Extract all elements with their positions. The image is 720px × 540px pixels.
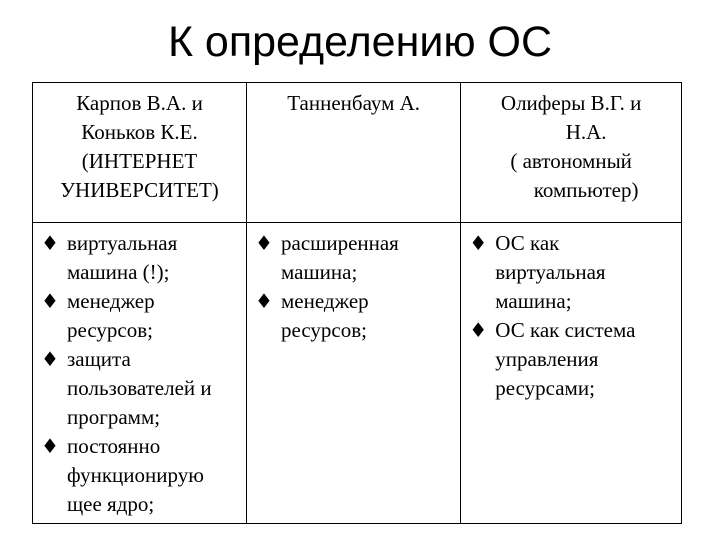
header-line: УНИВЕРСИТЕТ)	[60, 178, 219, 202]
diamond-bullet-icon: ♦	[255, 231, 273, 255]
item-line: виртуальная	[495, 260, 606, 284]
list-item	[41, 287, 246, 345]
diamond-bullet-icon: ♦	[255, 289, 273, 313]
header-line: Карпов В.А. и	[76, 91, 203, 115]
page-title: К определению ОС	[167, 18, 553, 66]
diamond-bullet-icon: ♦	[469, 231, 488, 255]
item-line: машина;	[281, 260, 358, 284]
item-line: пользователей и	[67, 376, 212, 400]
item-line: машина;	[495, 289, 572, 313]
item-line: функционирую	[67, 463, 204, 487]
comparison-table	[32, 82, 682, 524]
item-line: постоянно	[67, 434, 161, 458]
header-line: (ИНТЕРНЕТ	[81, 149, 198, 173]
item-line: ресурсов;	[281, 318, 367, 342]
header-line: компьютер)	[533, 178, 639, 202]
header-cell-tanenbaum	[247, 83, 461, 223]
item-line: ОС как	[495, 231, 560, 255]
bullet-list	[461, 229, 681, 403]
list-item	[469, 316, 681, 403]
diamond-bullet-icon: ♦	[469, 318, 488, 342]
item-line: ресурсами;	[495, 376, 595, 400]
item-line: менеджер	[281, 289, 369, 313]
list-item	[255, 287, 460, 345]
item-line: защита	[67, 347, 131, 371]
item-line: щее ядро;	[67, 492, 155, 516]
diamond-bullet-icon: ♦	[41, 231, 59, 255]
content-cell-olifer	[461, 223, 682, 524]
item-line: виртуальная	[67, 231, 178, 255]
list-item	[469, 229, 681, 316]
item-line: ресурсов;	[67, 318, 153, 342]
header-line: Н.А.	[565, 120, 607, 144]
header-cell-karpov	[33, 83, 247, 223]
list-item	[41, 432, 246, 519]
header-line: Олиферы В.Г. и	[500, 91, 642, 115]
item-line: ОС как система	[495, 318, 636, 342]
list-item	[255, 229, 460, 287]
item-line: менеджер	[67, 289, 155, 313]
header-row	[33, 83, 682, 223]
diamond-bullet-icon: ♦	[41, 347, 59, 371]
bullet-list	[247, 229, 460, 345]
diamond-bullet-icon: ♦	[41, 289, 59, 313]
item-line: программ;	[67, 405, 161, 429]
header-line: ( автономный	[510, 149, 632, 173]
content-cell-karpov	[33, 223, 247, 524]
item-line: расширенная	[281, 231, 399, 255]
list-item	[41, 229, 246, 287]
item-line: машина (!);	[67, 260, 170, 284]
bullet-list	[33, 229, 246, 519]
content-row	[33, 223, 682, 524]
list-item	[41, 345, 246, 432]
content-cell-tanenbaum	[247, 223, 461, 524]
header-line: Танненбаум А.	[287, 91, 421, 115]
header-cell-olifer	[461, 83, 682, 223]
header-line: Коньков К.Е.	[81, 120, 198, 144]
item-line: управления	[495, 347, 599, 371]
diamond-bullet-icon: ♦	[41, 434, 59, 458]
